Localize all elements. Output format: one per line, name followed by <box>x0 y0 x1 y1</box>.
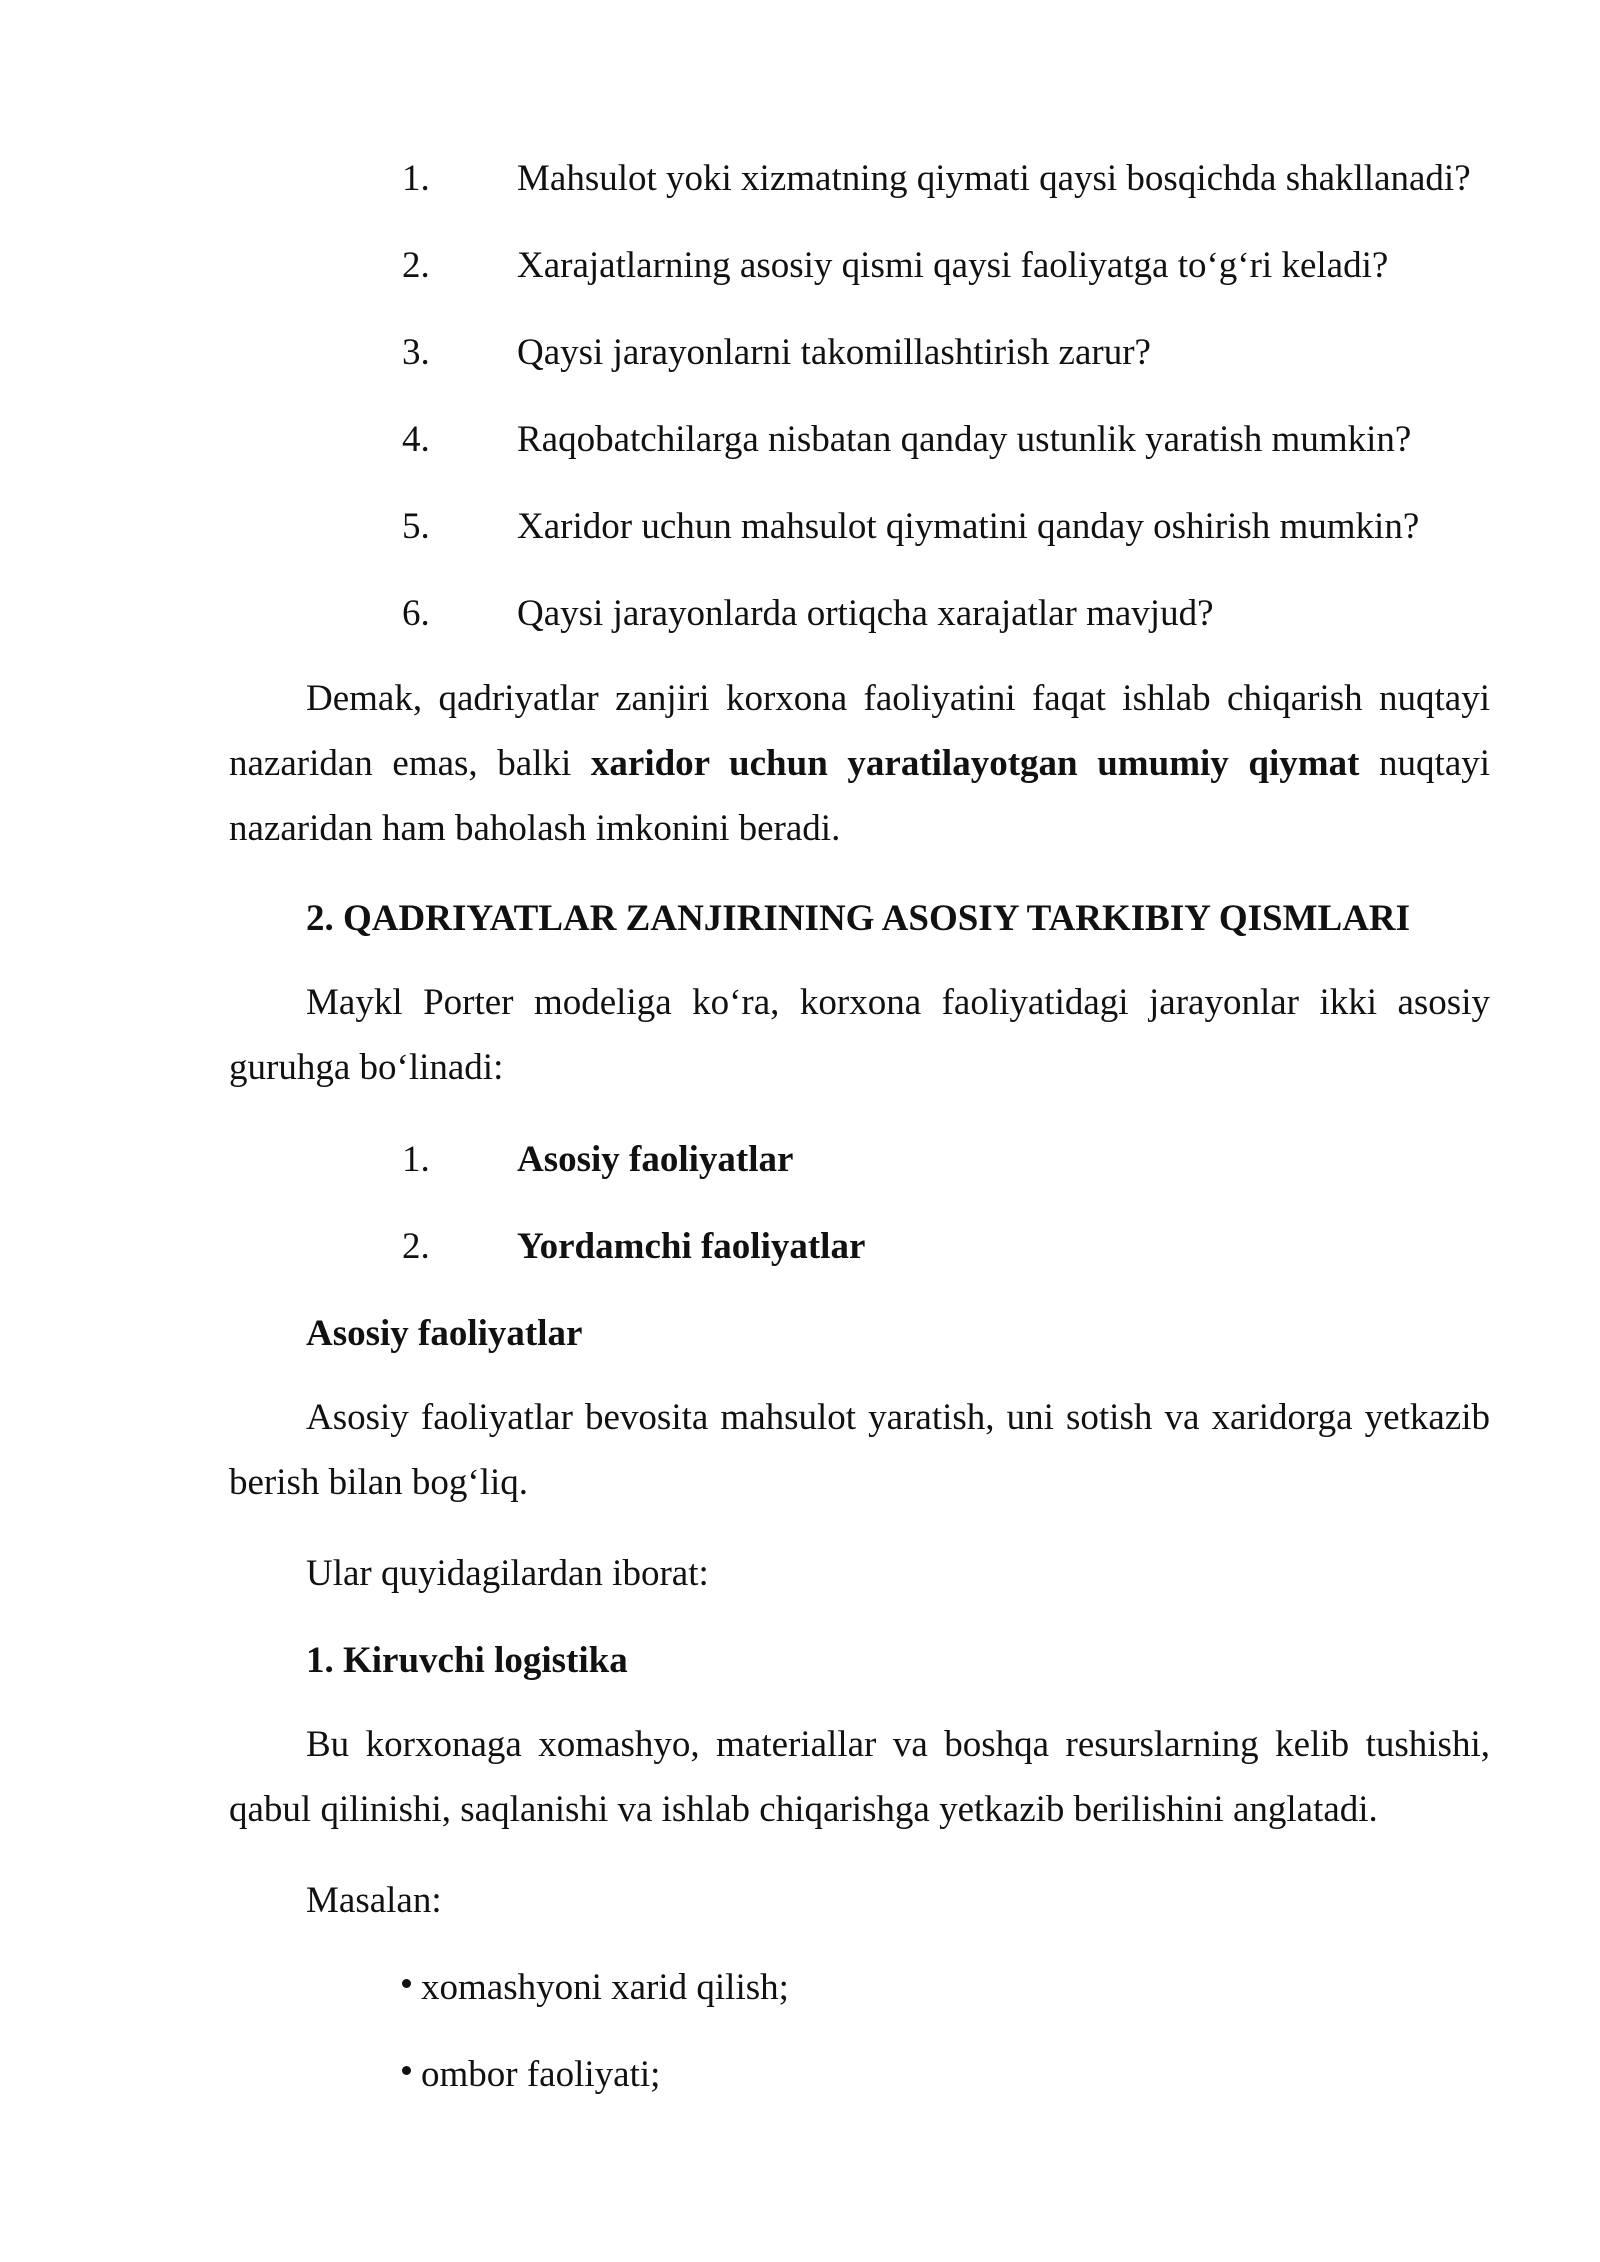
bullet-item: ombor faoliyati; <box>421 2054 661 2095</box>
paragraph-masalan: Masalan: <box>306 1880 442 1921</box>
paragraph-kiruvchi: Bu korxonaga xomashyo, materiallar va boshqa resurslarning kelib tushishi, qabul qilinishi, saqlanishi va ishlab chiqarishga yetkazib berilishini anglatadi. <box>229 1724 1490 1830</box>
question-text: Mahsulot yoki xizmatning qiymati qaysi bosqichda shakllanadi? <box>517 158 1471 199</box>
group-number: 1. <box>402 1139 430 1180</box>
bullet-item: xomashyoni xarid qilish; <box>421 1967 789 2008</box>
group-number: 2. <box>402 1226 430 1267</box>
question-number: 1. <box>402 158 430 199</box>
question-text: Qaysi jarayonlarni takomillashtirish zarur? <box>517 332 1151 373</box>
group-text: Yordamchi faoliyatlar <box>517 1226 866 1267</box>
question-text: Xarajatlarning asosiy qismi qaysi faoliyatga to‘g‘ri keladi? <box>517 245 1389 286</box>
paragraph-demak-start: Demak, qadriyatlar zanjiri korxona faoliyatini faqat ishlab chiqarish nuqtayi nazaridan emas, balki <box>229 678 1490 784</box>
paragraph-demak <box>229 666 1490 861</box>
subheading-kiruvchi: 1. Kiruvchi logistika <box>306 1640 628 1681</box>
question-text: Raqobatchilarga nisbatan qanday ustunlik yaratish mumkin? <box>517 419 1412 460</box>
paragraph-demak-end: nuqtayi nazaridan ham baholash imkonini beradi. <box>229 743 1491 849</box>
section-heading: 2. QADRIYATLAR ZANJIRINING ASOSIY TARKIBIY QISMLARI <box>306 898 1411 939</box>
bullet-icon <box>402 1979 411 1988</box>
group-text: Asosiy faoliyatlar <box>517 1139 794 1180</box>
question-number: 2. <box>402 245 430 286</box>
question-number: 5. <box>402 506 430 547</box>
paragraph-ular: Ular quyidagilardan iborat: <box>306 1553 709 1594</box>
bullet-icon <box>402 2066 411 2075</box>
question-number: 3. <box>402 332 430 373</box>
paragraph-demak-bold: xaridor uchun yaratilayotgan umumiy qiymat <box>590 743 1360 784</box>
question-number: 6. <box>402 593 430 634</box>
paragraph-porter: Maykl Porter modeliga ko‘ra, korxona faoliyatidagi jarayonlar ikki asosiy guruhga bo‘linadi: <box>229 982 1490 1088</box>
paragraph-asosiy: Asosiy faoliyatlar bevosita mahsulot yaratish, uni sotish va xaridorga yetkazib berish bilan bog‘liq. <box>229 1397 1490 1503</box>
question-text: Qaysi jarayonlarda ortiqcha xarajatlar mavjud? <box>517 593 1214 634</box>
subheading-asosiy: Asosiy faoliyatlar <box>306 1313 583 1354</box>
question-text: Xaridor uchun mahsulot qiymatini qanday oshirish mumkin? <box>517 506 1420 547</box>
question-number: 4. <box>402 419 430 460</box>
